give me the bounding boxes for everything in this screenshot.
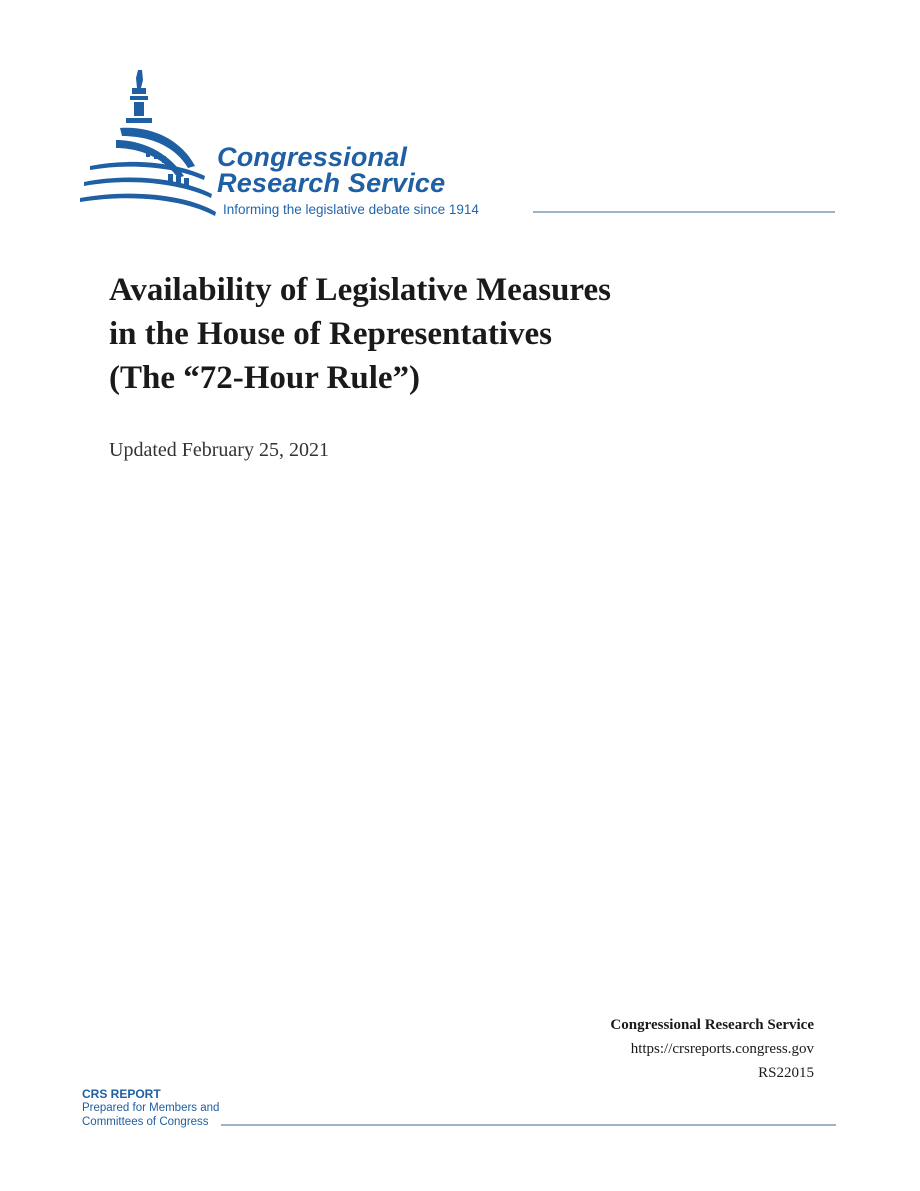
logo-line-2: Research Service: [217, 168, 446, 198]
updated-date: Updated February 25, 2021: [109, 439, 329, 461]
footer-divider: [221, 1124, 836, 1126]
footer-line-2: Committees of Congress: [82, 1116, 209, 1128]
footer-report-label: CRS REPORT: [82, 1087, 161, 1101]
crs-logo: [80, 66, 840, 226]
crs-url: https://crsreports.congress.gov: [630, 1041, 814, 1057]
footer-line-1: Prepared for Members and: [82, 1102, 220, 1114]
crs-info-block: [610, 1013, 814, 1085]
logo-wordmark: [217, 144, 445, 196]
crs-org-name: Congressional Research Service: [610, 1017, 814, 1033]
report-number: RS22015: [758, 1065, 814, 1081]
title-line-2: in the House of Representatives: [109, 316, 553, 352]
footer: [82, 1087, 219, 1129]
title-line-3: (The “72-Hour Rule”): [109, 360, 421, 396]
logo-line-1: Congressional: [217, 142, 408, 172]
tagline: Informing the legislative debate since 1914: [223, 202, 479, 217]
report-title: [109, 268, 611, 400]
title-line-1: Availability of Legislative Measures: [109, 272, 611, 308]
header-divider: [533, 211, 835, 213]
capitol-dome-icon: [80, 66, 220, 226]
